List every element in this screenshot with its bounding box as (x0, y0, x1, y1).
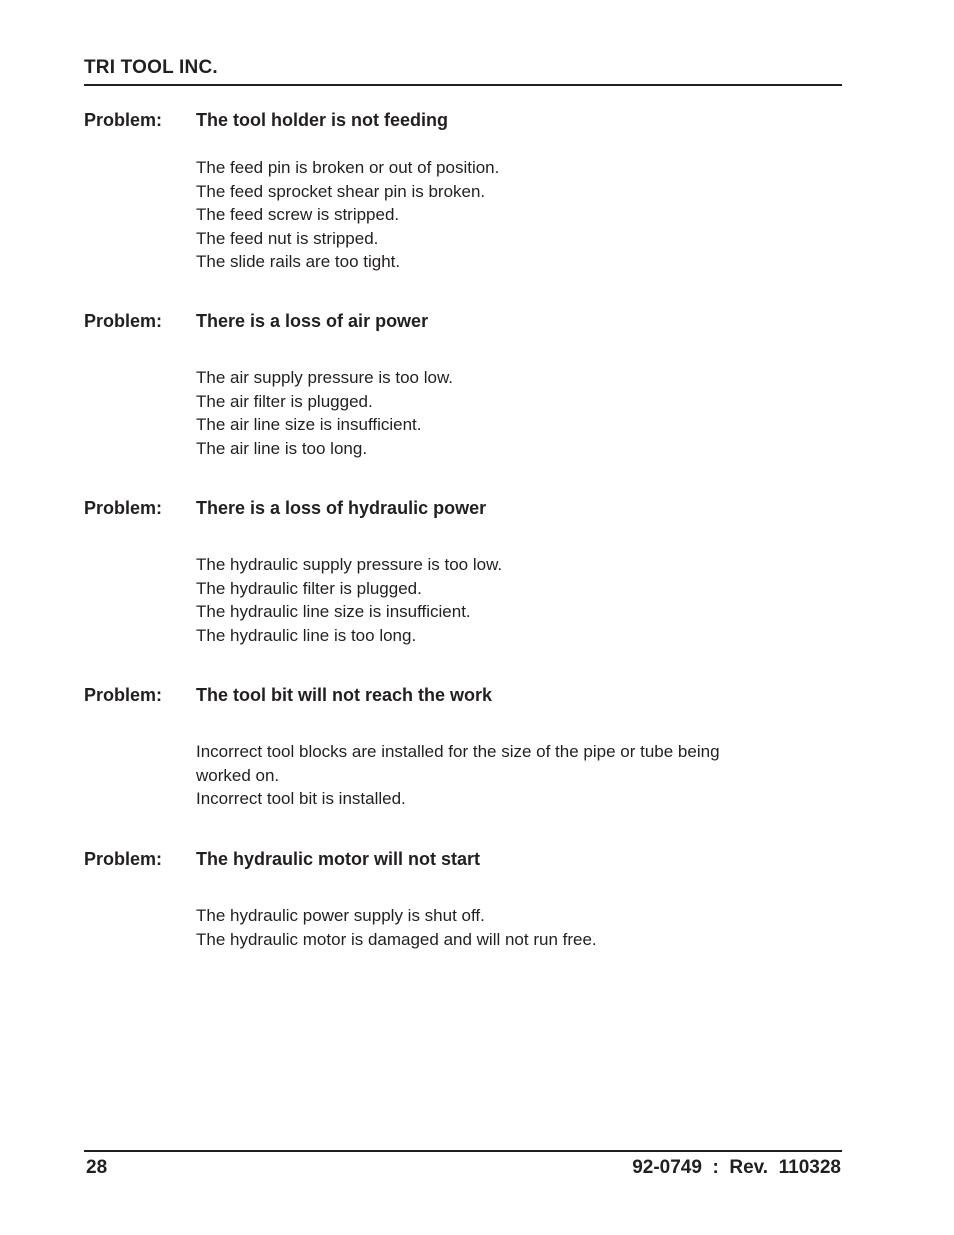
problem-label: Problem: (84, 849, 163, 869)
cause-item: The air filter is plugged. (196, 391, 373, 411)
company-name: TRI TOOL INC. (84, 57, 218, 78)
document-reference: 92-0749 : Rev. 110328 (632, 1157, 841, 1178)
cause-item: The air supply pressure is too low. (196, 368, 454, 387)
cause-item: The air line is too long. (196, 438, 368, 458)
cause-item: Incorrect tool blocks are installed for the size of the pipe or tube being (196, 742, 720, 761)
footer-rule (84, 1150, 842, 1152)
cause-list (196, 740, 796, 811)
cause-item: The feed nut is stripped. (196, 228, 379, 248)
cause-item: The hydraulic supply pressure is too low. (196, 555, 503, 574)
cause-list (196, 904, 796, 951)
cause-item: The hydraulic filter is plugged. (196, 578, 422, 598)
cause-item: The hydraulic line is too long. (196, 625, 417, 645)
cause-item: Incorrect tool bit is installed. (196, 789, 406, 808)
problem-label: Problem: (84, 110, 163, 130)
header-rule (84, 84, 842, 86)
cause-list (196, 156, 796, 274)
cause-item: The hydraulic line size is insufficient. (196, 602, 471, 621)
problem-label: Problem: (84, 498, 163, 518)
problem-label: Problem: (84, 311, 163, 331)
problem-title: The hydraulic motor will not start (196, 849, 481, 869)
cause-item: The air line size is insufficient. (196, 415, 422, 434)
cause-item: The feed screw is stripped. (196, 205, 400, 224)
cause-item: The feed pin is broken or out of position. (196, 158, 500, 177)
cause-list (196, 553, 796, 647)
cause-list (196, 366, 796, 460)
cause-item: The hydraulic motor is damaged and will not run free. (196, 929, 597, 949)
problem-label: Problem: (84, 685, 163, 705)
page-number: 28 (86, 1157, 108, 1178)
problem-title: The tool bit will not reach the work (196, 685, 493, 705)
problem-title: The tool holder is not feeding (196, 110, 448, 130)
cause-item: The hydraulic power supply is shut off. (196, 906, 485, 925)
cause-item: The slide rails are too tight. (196, 252, 401, 271)
problem-title: There is a loss of hydraulic power (196, 498, 487, 518)
cause-item: worked on. (196, 765, 280, 785)
problem-title: There is a loss of air power (196, 311, 429, 331)
cause-item: The feed sprocket shear pin is broken. (196, 181, 486, 201)
